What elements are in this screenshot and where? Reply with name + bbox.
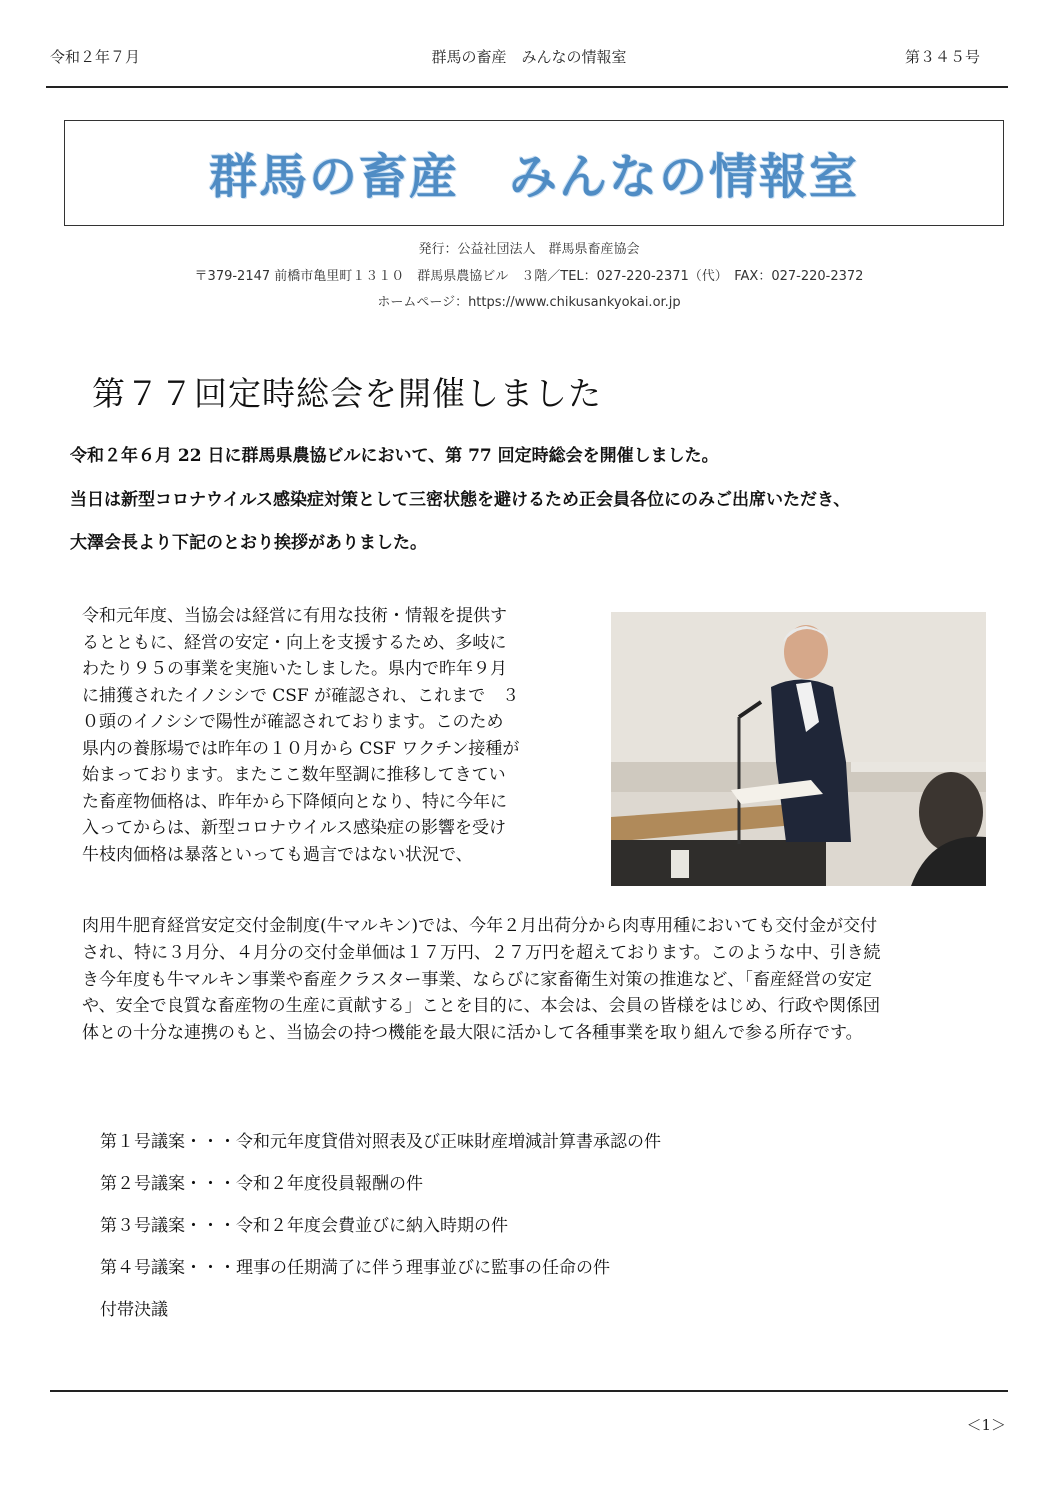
publisher-address: 〒379-2147 前橋市亀里町１３１０ 群馬県農協ビル ３階／TEL：027-220-2371（代） FAX：027-220-2372 (194, 269, 864, 284)
intro-line: 大澤会長より下記のとおり挨拶がありました。 (70, 533, 427, 553)
header-date: 令和２年７月 (50, 48, 141, 66)
agenda-item: 第３号議案・・・令和２年度会費並びに納入時期の件 (100, 1216, 508, 1236)
header-divider (46, 86, 1008, 88)
continuation-line: 肉用牛肥育経営安定交付金制度(牛マルキン)では、今年２月出荷分から肉専用種においても交付金が交付 (82, 916, 878, 936)
speech-line: ０頭のイノシシで陽性が確認されております。このため (82, 712, 504, 732)
continuation-line: 体との十分な連携のもと、当協会の持つ機能を最大限に活かして各種事業を取り組んで参る所存です。 (82, 1023, 863, 1044)
intro-line: 令和２年６月 22 日に群馬県農協ビルにおいて、第 77 回定時総会を開催しました。 (70, 446, 719, 466)
publisher-homepage: ホームページ：https://www.chikusankyokai.or.jp (377, 295, 681, 310)
agenda-item: 付帯決議 (100, 1300, 168, 1320)
speech-line: 県内の養豚場では昨年の１０月から CSF ワクチン接種が (82, 738, 520, 759)
agenda-item: 第２号議案・・・令和２年度役員報酬の件 (100, 1174, 423, 1194)
continuation-line: され、特に３月分、４月分の交付金単価は１７万円、２７万円を超えております。このような中、引き続 (82, 942, 881, 963)
speaker-photo-illustration (611, 612, 986, 886)
footer-divider (50, 1390, 1008, 1392)
publisher-line: 発行：公益社団法人 群馬県畜産協会 (418, 242, 640, 257)
speech-line: 牛枝肉価格は暴落といっても過言ではない状況で、 (82, 844, 473, 865)
article-headline: 第７７回定時総会を開催しました (92, 374, 602, 413)
speech-line: るとともに、経営の安定・向上を支援するため、多岐に (82, 632, 507, 653)
intro-line: 当日は新型コロナウイルス感染症対策として三密状態を避けるため正会員各位にのみご出席いただき、 (70, 490, 851, 510)
speech-line: 令和元年度、当協会は経営に有用な技術・情報を提供す (82, 606, 507, 626)
speech-line: た畜産物価格は、昨年から下降傾向となり、特に今年に (82, 791, 507, 812)
speech-line: 入ってからは、新型コロナウイルス感染症の影響を受け (82, 818, 506, 838)
speech-line: 始まっております。またここ数年堅調に推移してきてい (82, 765, 506, 785)
speaker-photo (611, 612, 986, 886)
speech-continuation (82, 913, 1012, 1047)
header-issue: 第３４５号 (904, 48, 980, 66)
speech-line: わたり９５の事業を実施いたしました。県内で昨年９月 (82, 659, 507, 679)
header-publication: 群馬の畜産 みんなの情報室 (431, 48, 627, 66)
page-number: ＜1＞ (966, 1416, 1006, 1434)
speech-line: に捕獲されたイノシシで CSF が確認され、これまで ３ (82, 685, 520, 706)
masthead-title: 群馬の畜産 みんなの情報室 (208, 149, 859, 205)
agenda-item: 第４号議案・・・理事の任期満了に伴う理事並びに監事の任命の件 (100, 1258, 610, 1278)
agenda-item: 第１号議案・・・令和元年度貸借対照表及び正味財産増減計算書承認の件 (100, 1132, 661, 1152)
speech-text (82, 603, 582, 868)
continuation-line: き今年度も牛マルキン事業や畜産クラスター事業、ならびに家畜衛生対策の推進など、「畜産経営の安定 (82, 969, 872, 990)
continuation-line: や、安全で良質な畜産物の生産に貢献する」ことを目的に、本会は、会員の皆様をはじめ、行政や関係団 (82, 996, 880, 1017)
